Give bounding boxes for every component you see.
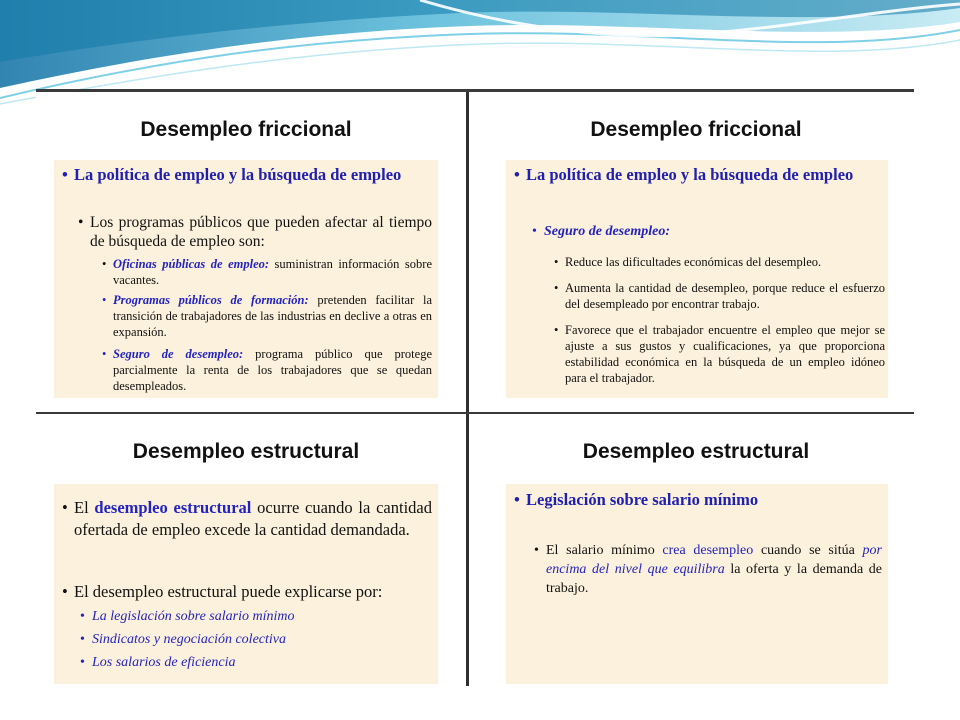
panel-2-item: • Favorece que el trabajador encuentre el empleo que mejor se ajuste a sus gustos y cualificaciones, ya que proporciona estabilidad económica en la búsqueda de un empleo idóneo para el trabajador. bbox=[554, 323, 885, 385]
panel-4-paragraph: • El salario mínimo crea desempleo cuando se sitúa por encima del nivel que equilibra la oferta y la demanda de trabajo. bbox=[534, 543, 882, 596]
panel-2-sub: • Seguro de desempleo: bbox=[532, 224, 670, 239]
panel-2-heading: Desempleo friccional bbox=[590, 118, 802, 141]
panel-3-box bbox=[54, 484, 438, 684]
panel-4-bullet: • Legislación sobre salario mínimo bbox=[514, 490, 759, 509]
divider-vertical bbox=[466, 92, 469, 686]
panel-2-item: • Reduce las dificultades económicas del desempleo. bbox=[554, 255, 822, 269]
panel-3-paragraph: • El desempleo estructural puede explicarse por: bbox=[62, 582, 383, 601]
divider-top bbox=[36, 89, 914, 92]
panel-1-heading: Desempleo friccional bbox=[140, 118, 352, 141]
panel-3-item: • Sindicatos y negociación colectiva bbox=[80, 632, 286, 647]
panel-4-box bbox=[506, 484, 888, 684]
panel-3-heading: Desempleo estructural bbox=[132, 440, 360, 463]
panel-2-box bbox=[506, 160, 888, 398]
slide-footer bbox=[0, 686, 960, 720]
panel-1-sub: • Los programas públicos que pueden afectar al tiempo de búsqueda de empleo son: bbox=[78, 214, 432, 250]
panel-3-item: • La legislación sobre salario mínimo bbox=[80, 609, 295, 624]
panel-2-item: • Aumenta la cantidad de desempleo, porque reduce el esfuerzo del desempleado por encontrar trabajo. bbox=[554, 281, 885, 311]
panel-1-item: • Seguro de desempleo: programa público que protege parcialmente la renta de los trabajadores que se quedan desempleados. bbox=[102, 347, 433, 393]
panel-4-heading: Desempleo estructural bbox=[582, 440, 810, 463]
divider-horizontal bbox=[36, 412, 914, 414]
panel-1-box bbox=[54, 160, 438, 398]
panel-2-bullet: • La política de empleo y la búsqueda de empleo bbox=[514, 165, 854, 184]
panel-3-item: • Los salarios de eficiencia bbox=[80, 655, 236, 670]
panel-3-paragraph: • El desempleo estructural ocurre cuando la cantidad ofertada de empleo excede la cantidad demandada. bbox=[62, 498, 432, 539]
panel-1-item: • Oficinas públicas de empleo: suministran información sobre vacantes. bbox=[102, 257, 432, 287]
panel-1-bullet: • La política de empleo y la búsqueda de empleo bbox=[62, 165, 402, 184]
panel-1-item: • Programas públicos de formación: pretenden facilitar la transición de trabajadores de las industrias en declive a otras en expansión. bbox=[102, 293, 432, 339]
